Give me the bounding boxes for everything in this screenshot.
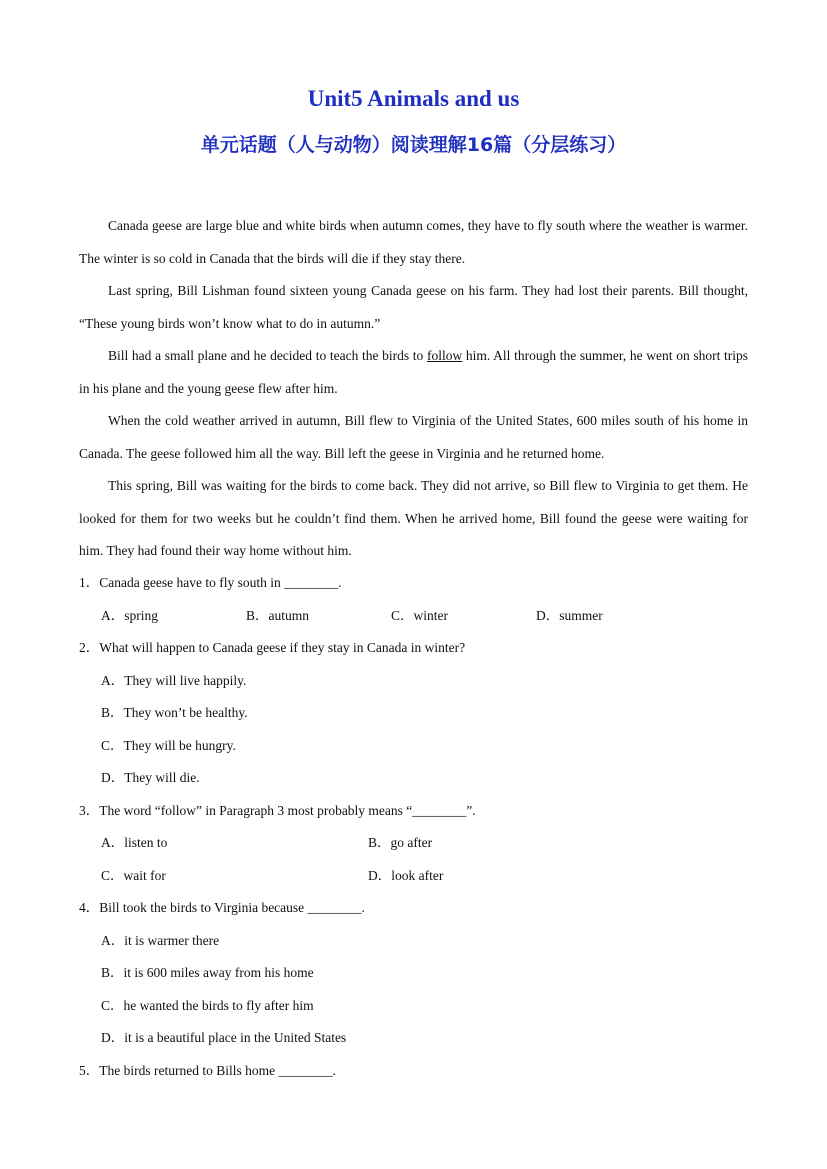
question-2-option-c: C．They will be hungry.: [101, 737, 236, 753]
question-1-option-b: B．autumn: [246, 607, 309, 623]
underlined-word: follow: [426, 348, 463, 363]
reading-passage: [79, 210, 748, 568]
question-2-option-a: A．They will live happily.: [101, 672, 247, 688]
question-4-option-a: A．it is warmer there: [101, 932, 220, 948]
passage-paragraph-1: Canada geese are large blue and white birds when autumn comes, they have to fly south where the weather is warmer. The winter is so cold in Canada that the birds will die if they stay there.: [79, 218, 748, 266]
paragraph-3-text-before: Bill had a small plane and he decided to teach the birds to: [108, 348, 427, 363]
question-4-option-d: D．it is a beautiful place in the United States: [101, 1030, 347, 1045]
question-2-stem: 2．What will happen to Canada geese if they stay in Canada in winter?: [79, 640, 466, 655]
question-5-stem: 5．The birds returned to Bills home ________.: [79, 1062, 336, 1078]
question-1-options: [79, 600, 748, 633]
question-3-option-c: C．wait for: [101, 867, 166, 883]
question-1-stem: 1．Canada geese have to fly south in ________.: [79, 575, 342, 590]
question-3-option-a: A．listen to: [101, 835, 168, 850]
question-2-option-d: D．They will die.: [101, 770, 200, 785]
paragraph-3-text-after: him. All through the summer, he went on short trips in his plane and the young geese flew after him.: [79, 348, 749, 396]
question-4-stem: 4．Bill took the birds to Virginia because ________.: [79, 900, 365, 915]
page-title: Unit5 Animals and us: [307, 86, 520, 111]
question-3-stem: 3．The word “follow” in Paragraph 3 most probably means “________”.: [79, 802, 476, 818]
passage-paragraph-5: This spring, Bill was waiting for the birds to come back. They did not arrive, so Bill flew to Virginia to get them. He looked for them for two weeks but he couldn’t find them. When he arrived home, Bill found the geese were waiting for him. They had found their way home without him.: [79, 478, 748, 558]
question-1-option-d: D．summer: [536, 607, 603, 623]
question-3-option-d: D．look after: [368, 867, 444, 883]
question-3-option-b: B．go after: [368, 835, 433, 850]
question-1-option-a: A．spring: [101, 607, 158, 623]
question-2-option-b: B．They won’t be healthy.: [101, 705, 248, 720]
passage-paragraph-2: Last spring, Bill Lishman found sixteen young Canada geese on his farm. They had lost their parents. Bill thought, “These young birds won’t know what to do in autumn.”: [79, 283, 748, 331]
question-list: [79, 567, 748, 1087]
question-4-option-c: C．he wanted the birds to fly after him: [101, 997, 314, 1013]
question-3-options-row-2: [79, 860, 748, 893]
question-1-option-c: C．winter: [391, 607, 448, 623]
question-4-option-b: B．it is 600 miles away from his home: [101, 965, 314, 980]
page-subtitle: 单元话题（人与动物）阅读理解16篇（分层练习）: [200, 134, 627, 156]
passage-paragraph-4: When the cold weather arrived in autumn, Bill flew to Virginia of the United States, 600 miles south of his home in Canada. The geese followed him all the way. Bill left the geese in Virginia and he returned home.: [79, 413, 748, 461]
passage-paragraph-3: [79, 340, 748, 405]
question-3-options-row-1: [79, 827, 748, 860]
